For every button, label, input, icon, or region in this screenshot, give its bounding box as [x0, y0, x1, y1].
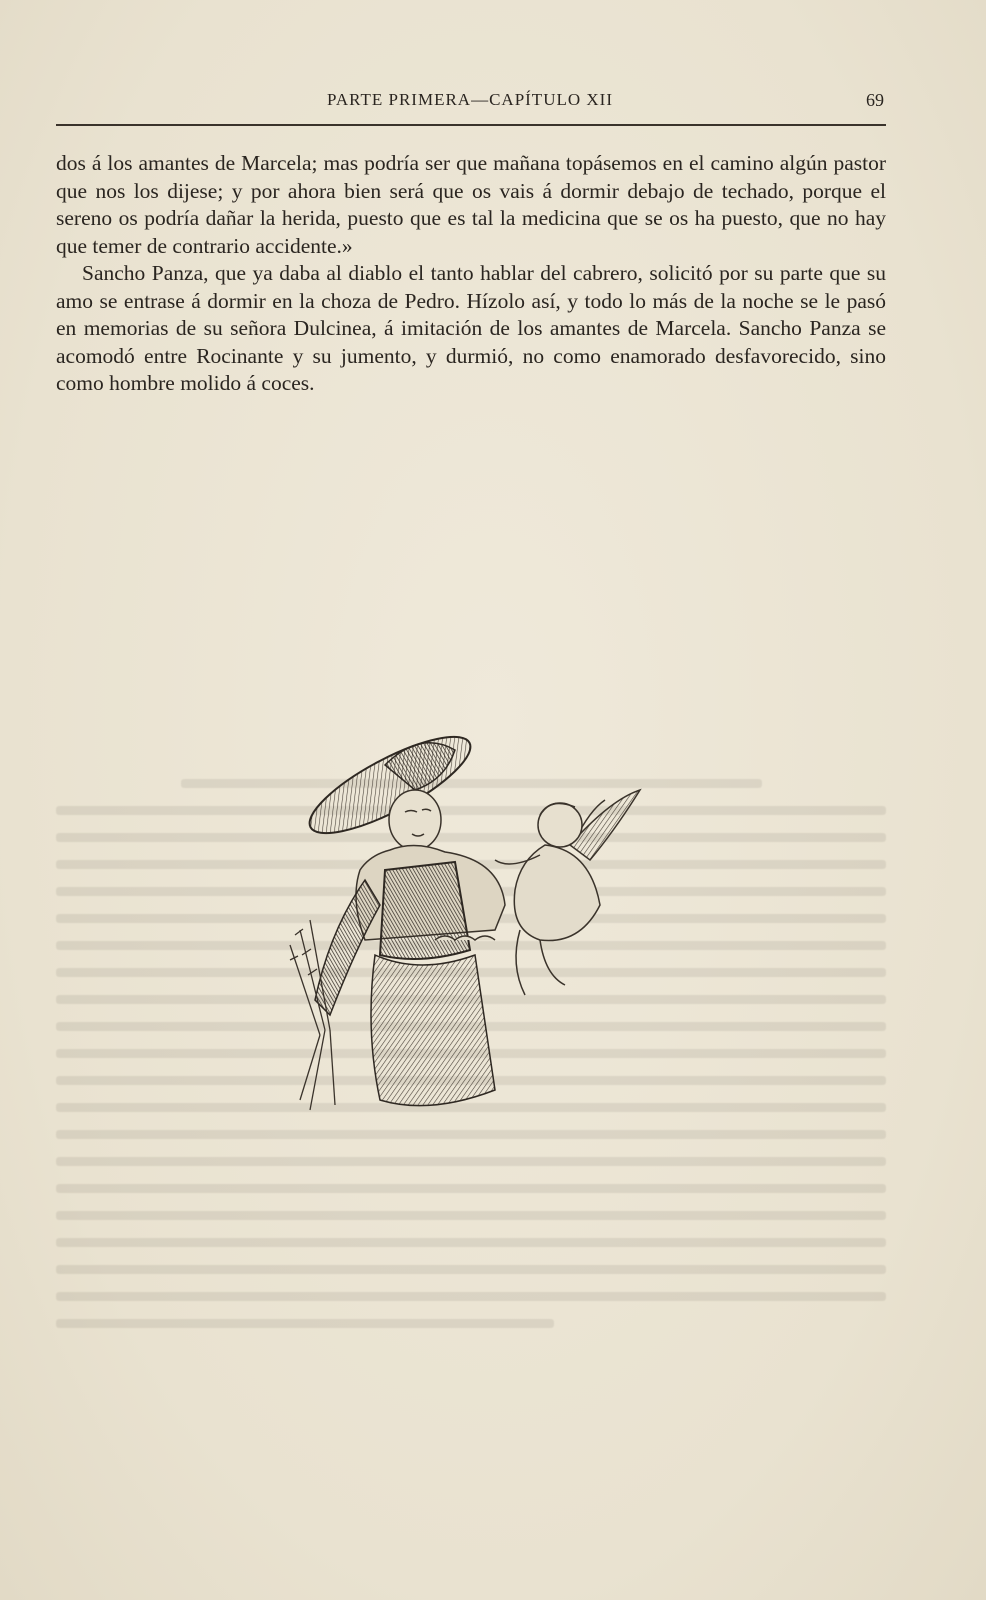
running-title: PARTE PRIMERA—CAPÍTULO XII: [327, 90, 613, 109]
paragraph-2: Sancho Panza, que ya daba al diablo el tanto hablar del cabrero, solicitó por su parte que su amo se entrase á dormir en la choza de Pedro. Hízolo así, y todo lo más de la noche se le pasó en memorias de su señora Dulcinea, á imitación de los amantes de Marcela. Sancho Panza se acomodó entre Rocinante y su jumento, y durmió, no como enamorado desfavorecido, sino como hombre molido á coces.: [56, 261, 886, 395]
cherub: [495, 790, 640, 995]
page-number: 69: [866, 90, 884, 110]
hat-brim: [298, 730, 481, 850]
page-header: [56, 90, 884, 120]
woman-bodice: [380, 862, 470, 959]
paragraph-1: dos á los amantes de Marcela; mas podría ser que mañana topásemos en el camino algún pastor que nos los dijese; y por ahora bien será que os vais á dormir debajo de techado, porque el sereno os podría dañar la herida, puesto que es tal la medicina que se os ha puesto, que no hay que temer de contrario accidente.»: [56, 151, 886, 258]
woman-arm: [315, 880, 380, 1015]
woman-skirt: [371, 955, 495, 1106]
body-text: [56, 150, 886, 398]
header-rule: [56, 124, 886, 126]
woman-face: [389, 790, 441, 850]
wheat-sheaf: [290, 920, 335, 1110]
cherub-body: [514, 845, 600, 941]
illustration-woman-with-cherub: [270, 730, 670, 1130]
apron-ruffle: [435, 936, 495, 940]
